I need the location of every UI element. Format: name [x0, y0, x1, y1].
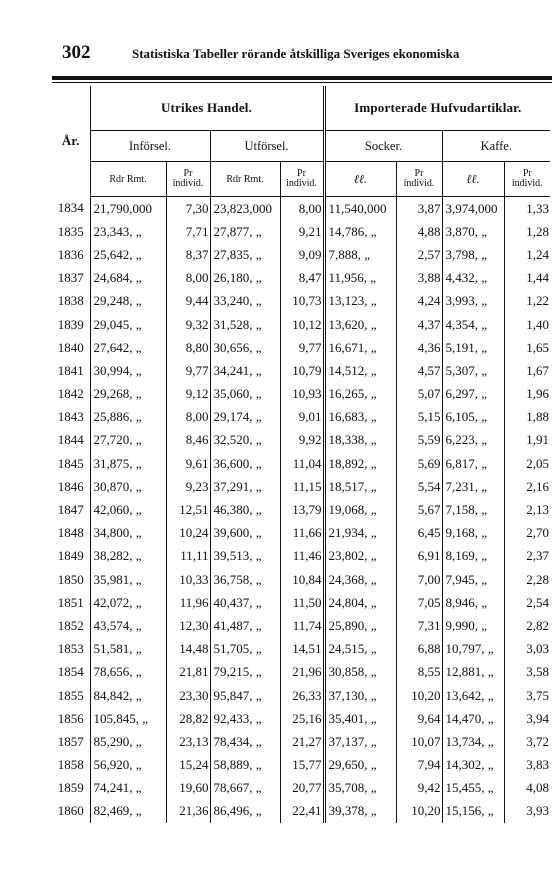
kaffe-per-individ: 1,65: [526, 339, 550, 355]
socker-amount: 16,265, „: [324, 383, 396, 406]
utforsel-amount: 30,656, „: [210, 336, 280, 359]
utforsel-amount: 27,835, „: [210, 243, 280, 266]
kaffe-per-individ: 2,70: [526, 525, 550, 541]
inforsel-per-individ: 7,71: [166, 220, 210, 243]
table-row: [52, 243, 550, 266]
inforsel-amount: 56,920, „: [90, 754, 166, 777]
year-cell: 1848: [52, 522, 90, 545]
kaffe-amount: 5,307, „: [442, 359, 504, 382]
kaffe-per-individ: 1,24: [526, 246, 550, 262]
kaffe-amount: 6,223, „: [442, 429, 504, 452]
socker-amount: 35,708, „: [324, 777, 396, 800]
socker-amount: 35,401, „: [324, 707, 396, 730]
group-header-utrikes: Utrikes Handel.: [90, 86, 324, 131]
kaffe-amount: 12,881, „: [442, 661, 504, 684]
inforsel-amount: 30,994, „: [90, 359, 166, 382]
kaffe-per-individ: 1,28: [526, 223, 550, 239]
kaffe-per-individ: 3,58: [526, 664, 550, 680]
kaffe-amount: 3,993, „: [442, 290, 504, 313]
table-row: [52, 429, 550, 452]
year-cell: 1837: [52, 267, 90, 290]
utforsel-per-individ: 21,96: [280, 661, 324, 684]
utforsel-per-individ: 25,16: [280, 707, 324, 730]
utforsel-per-individ: 9,21: [280, 220, 324, 243]
kaffe-per-individ: 1,33: [526, 200, 550, 216]
kaffe-per-individ: 3,72: [526, 733, 550, 749]
unit-rdr-rmt-inforsel: Rdr Rmt.: [90, 162, 166, 197]
socker-per-individ: 9,64: [396, 707, 442, 730]
inforsel-per-individ: 10,33: [166, 568, 210, 591]
kaffe-amount: 13,734, „: [442, 730, 504, 753]
kaffe-amount: 10,797, „: [442, 638, 504, 661]
year-cell: 1857: [52, 730, 90, 753]
year-cell: 1855: [52, 684, 90, 707]
kaffe-per-individ: 1,40: [526, 316, 550, 332]
table-row: [52, 197, 550, 221]
socker-per-individ: 10,07: [396, 730, 442, 753]
utforsel-amount: 95,847, „: [210, 684, 280, 707]
utforsel-per-individ: 10,79: [280, 359, 324, 382]
socker-amount: 24,515, „: [324, 638, 396, 661]
inforsel-per-individ: 8,37: [166, 243, 210, 266]
year-header: År.: [52, 86, 90, 197]
year-cell: 1850: [52, 568, 90, 591]
page-number: 302: [62, 42, 91, 63]
inforsel-amount: 25,886, „: [90, 406, 166, 429]
header-rule: [52, 76, 552, 80]
year-cell: 1839: [52, 313, 90, 336]
utforsel-amount: 33,240, „: [210, 290, 280, 313]
unit-pr-individ-inforsel: Pr individ.: [166, 162, 210, 197]
sub-header-row: [52, 131, 550, 162]
socker-per-individ: 10,20: [396, 684, 442, 707]
kaffe-per-individ: 1,44: [526, 270, 550, 286]
year-cell: 1860: [52, 800, 90, 823]
kaffe-per-individ: 2,82: [526, 617, 550, 633]
kaffe-per-individ: 3,03: [526, 641, 550, 657]
socker-per-individ: 5,69: [396, 452, 442, 475]
table-row: [52, 475, 550, 498]
inforsel-amount: 35,981, „: [90, 568, 166, 591]
kaffe-per-individ: 1,96: [526, 386, 550, 402]
socker-per-individ: 4,24: [396, 290, 442, 313]
kaffe-per-individ: 4,08: [526, 780, 550, 796]
kaffe-per-individ: 2,16: [526, 478, 550, 494]
utforsel-per-individ: 8,47: [280, 267, 324, 290]
socker-per-individ: 3,87: [396, 197, 442, 221]
kaffe-per-individ: 2,54: [526, 594, 550, 610]
socker-per-individ: 2,57: [396, 243, 442, 266]
utforsel-amount: 51,705, „: [210, 638, 280, 661]
year-cell: 1835: [52, 220, 90, 243]
inforsel-per-individ: 8,46: [166, 429, 210, 452]
unit-pr-individ-kaffe: Pr individ.: [504, 162, 550, 197]
inforsel-per-individ: 10,24: [166, 522, 210, 545]
kaffe-amount: 6,105, „: [442, 406, 504, 429]
year-cell: 1849: [52, 545, 90, 568]
kaffe-amount: 7,231, „: [442, 475, 504, 498]
utforsel-amount: 34,241, „: [210, 359, 280, 382]
socker-per-individ: 8,55: [396, 661, 442, 684]
socker-per-individ: 7,00: [396, 568, 442, 591]
utforsel-per-individ: 9,77: [280, 336, 324, 359]
inforsel-amount: 51,581, „: [90, 638, 166, 661]
inforsel-amount: 21,790,000: [90, 197, 166, 221]
year-cell: 1845: [52, 452, 90, 475]
inforsel-amount: 38,282, „: [90, 545, 166, 568]
inforsel-per-individ: 14,48: [166, 638, 210, 661]
utforsel-amount: 58,889, „: [210, 754, 280, 777]
utforsel-per-individ: 20,77: [280, 777, 324, 800]
kaffe-per-individ: 2,13: [526, 502, 550, 518]
socker-amount: 11,540,000: [324, 197, 396, 221]
socker-amount: 7,888, „: [324, 243, 396, 266]
kaffe-amount: 15,156, „: [442, 800, 504, 823]
inforsel-per-individ: 12,51: [166, 498, 210, 521]
inforsel-per-individ: 8,00: [166, 267, 210, 290]
inforsel-per-individ: 9,61: [166, 452, 210, 475]
unit-header-row: [52, 162, 550, 197]
kaffe-amount: 5,191, „: [442, 336, 504, 359]
kaffe-per-individ: 2,05: [526, 455, 550, 471]
table-row: [52, 591, 550, 614]
inforsel-per-individ: 11,96: [166, 591, 210, 614]
inforsel-amount: 74,241, „: [90, 777, 166, 800]
kaffe-amount: 9,990, „: [442, 614, 504, 637]
table-row: [52, 730, 550, 753]
kaffe-amount: 3,870, „: [442, 220, 504, 243]
utforsel-per-individ: 11,74: [280, 614, 324, 637]
table-row: [52, 754, 550, 777]
inforsel-amount: 42,072, „: [90, 591, 166, 614]
inforsel-per-individ: 28,82: [166, 707, 210, 730]
inforsel-per-individ: 8,00: [166, 406, 210, 429]
inforsel-amount: 27,720, „: [90, 429, 166, 452]
kaffe-per-individ: 1,88: [526, 409, 550, 425]
utforsel-amount: 35,060, „: [210, 383, 280, 406]
utforsel-amount: 92,433, „: [210, 707, 280, 730]
socker-amount: 18,517, „: [324, 475, 396, 498]
kaffe-per-individ: 2,37: [526, 548, 550, 564]
socker-per-individ: 7,05: [396, 591, 442, 614]
inforsel-amount: 29,248, „: [90, 290, 166, 313]
inforsel-amount: 82,469, „: [90, 800, 166, 823]
utforsel-per-individ: 11,50: [280, 591, 324, 614]
year-cell: 1846: [52, 475, 90, 498]
utforsel-amount: 39,600, „: [210, 522, 280, 545]
inforsel-per-individ: 15,24: [166, 754, 210, 777]
inforsel-amount: 31,875, „: [90, 452, 166, 475]
table-row: [52, 406, 550, 429]
kaffe-per-individ: 3,83: [526, 757, 550, 773]
kaffe-amount: 15,455, „: [442, 777, 504, 800]
socker-per-individ: 3,88: [396, 267, 442, 290]
table-row: [52, 568, 550, 591]
utforsel-amount: 41,487, „: [210, 614, 280, 637]
inforsel-amount: 23,343, „: [90, 220, 166, 243]
utforsel-amount: 37,291, „: [210, 475, 280, 498]
kaffe-amount: 9,168, „: [442, 522, 504, 545]
inforsel-per-individ: 9,12: [166, 383, 210, 406]
inforsel-amount: 84,842, „: [90, 684, 166, 707]
year-cell: 1853: [52, 638, 90, 661]
utforsel-per-individ: 8,00: [280, 197, 324, 221]
utforsel-per-individ: 13,79: [280, 498, 324, 521]
utforsel-per-individ: 11,15: [280, 475, 324, 498]
utforsel-per-individ: 11,04: [280, 452, 324, 475]
socker-per-individ: 5,15: [396, 406, 442, 429]
kaffe-per-individ: 3,94: [526, 710, 550, 726]
table-row: [52, 684, 550, 707]
inforsel-per-individ: 7,30: [166, 197, 210, 221]
utforsel-amount: 23,823,000: [210, 197, 280, 221]
running-title: Statistiska Tabeller rörande åtskilliga Sveriges ekonomiska: [132, 46, 460, 61]
utforsel-amount: 79,215, „: [210, 661, 280, 684]
year-cell: 1834: [52, 197, 90, 221]
socker-amount: 19,068, „: [324, 498, 396, 521]
inforsel-per-individ: 21,81: [166, 661, 210, 684]
table-row: [52, 267, 550, 290]
utforsel-per-individ: 9,09: [280, 243, 324, 266]
year-cell: 1840: [52, 336, 90, 359]
kaffe-amount: 8,946, „: [442, 591, 504, 614]
inforsel-amount: 29,045, „: [90, 313, 166, 336]
socker-per-individ: 6,91: [396, 545, 442, 568]
subheader-socker: Socker.: [324, 131, 442, 162]
inforsel-amount: 85,290, „: [90, 730, 166, 753]
inforsel-per-individ: 9,32: [166, 313, 210, 336]
socker-amount: 11,956, „: [324, 267, 396, 290]
table-row: [52, 661, 550, 684]
socker-per-individ: 4,37: [396, 313, 442, 336]
inforsel-amount: 24,684, „: [90, 267, 166, 290]
utforsel-per-individ: 22,41: [280, 800, 324, 823]
utforsel-per-individ: 15,77: [280, 754, 324, 777]
inforsel-amount: 78,656, „: [90, 661, 166, 684]
utforsel-amount: 36,758, „: [210, 568, 280, 591]
subheader-utforsel: Utförsel.: [210, 131, 324, 162]
socker-amount: 24,804, „: [324, 591, 396, 614]
table-row: [52, 800, 550, 823]
group-header-row: [52, 86, 550, 131]
kaffe-per-individ: 2,28: [526, 571, 550, 587]
socker-per-individ: 4,88: [396, 220, 442, 243]
utforsel-amount: 46,380, „: [210, 498, 280, 521]
table-row: [52, 290, 550, 313]
inforsel-per-individ: 21,36: [166, 800, 210, 823]
table-row: [52, 498, 550, 521]
inforsel-per-individ: 9,77: [166, 359, 210, 382]
year-cell: 1851: [52, 591, 90, 614]
utforsel-per-individ: 14,51: [280, 638, 324, 661]
utforsel-amount: 78,667, „: [210, 777, 280, 800]
kaffe-amount: 7,945, „: [442, 568, 504, 591]
kaffe-amount: 8,169, „: [442, 545, 504, 568]
socker-amount: 23,802, „: [324, 545, 396, 568]
utforsel-per-individ: 10,12: [280, 313, 324, 336]
table-row: [52, 638, 550, 661]
inforsel-amount: 105,845, „: [90, 707, 166, 730]
utforsel-per-individ: 10,84: [280, 568, 324, 591]
subheader-kaffe: Kaffe.: [442, 131, 550, 162]
table-row: [52, 452, 550, 475]
table-row: [52, 777, 550, 800]
socker-amount: 16,683, „: [324, 406, 396, 429]
inforsel-amount: 25,642, „: [90, 243, 166, 266]
socker-amount: 25,890, „: [324, 614, 396, 637]
utforsel-amount: 86,496, „: [210, 800, 280, 823]
utforsel-amount: 29,174, „: [210, 406, 280, 429]
kaffe-amount: 6,817, „: [442, 452, 504, 475]
year-cell: 1841: [52, 359, 90, 382]
utforsel-per-individ: 21,27: [280, 730, 324, 753]
kaffe-amount: 4,354, „: [442, 313, 504, 336]
utforsel-amount: 40,437, „: [210, 591, 280, 614]
socker-amount: 21,934, „: [324, 522, 396, 545]
year-cell: 1854: [52, 661, 90, 684]
inforsel-amount: 42,060, „: [90, 498, 166, 521]
utforsel-per-individ: 9,01: [280, 406, 324, 429]
kaffe-amount: 14,302, „: [442, 754, 504, 777]
inforsel-amount: 34,800, „: [90, 522, 166, 545]
year-cell: 1852: [52, 614, 90, 637]
utforsel-amount: 78,434, „: [210, 730, 280, 753]
utforsel-per-individ: 26,33: [280, 684, 324, 707]
socker-amount: 24,368, „: [324, 568, 396, 591]
socker-amount: 29,650, „: [324, 754, 396, 777]
year-cell: 1858: [52, 754, 90, 777]
utforsel-amount: 26,180, „: [210, 267, 280, 290]
kaffe-per-individ: 1,22: [526, 293, 550, 309]
socker-amount: 16,671, „: [324, 336, 396, 359]
kaffe-amount: 3,798, „: [442, 243, 504, 266]
utforsel-per-individ: 10,93: [280, 383, 324, 406]
socker-per-individ: 7,31: [396, 614, 442, 637]
unit-weight-socker: ℓℓ.: [324, 162, 396, 197]
year-cell: 1842: [52, 383, 90, 406]
socker-amount: 18,892, „: [324, 452, 396, 475]
socker-amount: 37,130, „: [324, 684, 396, 707]
table-row: [52, 359, 550, 382]
socker-per-individ: 6,88: [396, 638, 442, 661]
socker-amount: 13,620, „: [324, 313, 396, 336]
year-cell: 1844: [52, 429, 90, 452]
utforsel-amount: 32,520, „: [210, 429, 280, 452]
socker-amount: 18,338, „: [324, 429, 396, 452]
socker-per-individ: 10,20: [396, 800, 442, 823]
kaffe-amount: 4,432, „: [442, 267, 504, 290]
kaffe-amount: 7,158, „: [442, 498, 504, 521]
table-row: [52, 313, 550, 336]
kaffe-amount: 3,974,000: [442, 197, 504, 221]
socker-amount: 14,786, „: [324, 220, 396, 243]
inforsel-per-individ: 12,30: [166, 614, 210, 637]
year-cell: 1836: [52, 243, 90, 266]
unit-pr-individ-utforsel: Pr individ.: [280, 162, 324, 197]
table-row: [52, 522, 550, 545]
inforsel-per-individ: 9,23: [166, 475, 210, 498]
socker-per-individ: 5,54: [396, 475, 442, 498]
inforsel-amount: 27,642, „: [90, 336, 166, 359]
socker-per-individ: 4,57: [396, 359, 442, 382]
socker-amount: 30,858, „: [324, 661, 396, 684]
unit-pr-individ-socker: Pr individ.: [396, 162, 442, 197]
inforsel-per-individ: 23,13: [166, 730, 210, 753]
year-cell: 1843: [52, 406, 90, 429]
statistics-table: [52, 86, 550, 823]
table-row: [52, 545, 550, 568]
table-row: [52, 707, 550, 730]
kaffe-per-individ: 1,91: [526, 432, 550, 448]
table-row: [52, 383, 550, 406]
page-header: [0, 38, 560, 68]
utforsel-per-individ: 11,46: [280, 545, 324, 568]
inforsel-per-individ: 8,80: [166, 336, 210, 359]
subheader-inforsel: Införsel.: [90, 131, 210, 162]
inforsel-per-individ: 19,60: [166, 777, 210, 800]
inforsel-per-individ: 11,11: [166, 545, 210, 568]
kaffe-per-individ: 1,67: [526, 362, 550, 378]
kaffe-amount: 13,642, „: [442, 684, 504, 707]
socker-per-individ: 5,67: [396, 498, 442, 521]
utforsel-per-individ: 10,73: [280, 290, 324, 313]
unit-weight-kaffe: ℓℓ.: [442, 162, 504, 197]
inforsel-amount: 29,268, „: [90, 383, 166, 406]
unit-rdr-rmt-utforsel: Rdr Rmt.: [210, 162, 280, 197]
socker-per-individ: 5,07: [396, 383, 442, 406]
socker-amount: 14,512, „: [324, 359, 396, 382]
inforsel-amount: 30,870, „: [90, 475, 166, 498]
year-cell: 1859: [52, 777, 90, 800]
kaffe-per-individ: 3,93: [526, 803, 550, 819]
inforsel-per-individ: 9,44: [166, 290, 210, 313]
socker-per-individ: 6,45: [396, 522, 442, 545]
year-cell: 1847: [52, 498, 90, 521]
table-body: [52, 197, 550, 824]
utforsel-per-individ: 9,92: [280, 429, 324, 452]
year-cell: 1856: [52, 707, 90, 730]
year-cell: 1838: [52, 290, 90, 313]
socker-per-individ: 9,42: [396, 777, 442, 800]
socker-amount: 37,137, „: [324, 730, 396, 753]
kaffe-per-individ: 3,75: [526, 687, 550, 703]
socker-amount: 39,378, „: [324, 800, 396, 823]
socker-per-individ: 7,94: [396, 754, 442, 777]
table-row: [52, 614, 550, 637]
group-header-importerade: Importerade Hufvudartiklar.: [324, 86, 550, 131]
kaffe-amount: 14,470, „: [442, 707, 504, 730]
utforsel-amount: 39,513, „: [210, 545, 280, 568]
utforsel-amount: 36,600, „: [210, 452, 280, 475]
inforsel-per-individ: 23,30: [166, 684, 210, 707]
utforsel-amount: 31,528, „: [210, 313, 280, 336]
socker-per-individ: 4,36: [396, 336, 442, 359]
socker-per-individ: 5,59: [396, 429, 442, 452]
inforsel-amount: 43,574, „: [90, 614, 166, 637]
header-rule-thin: [52, 82, 552, 83]
socker-amount: 13,123, „: [324, 290, 396, 313]
table-row: [52, 336, 550, 359]
table-row: [52, 220, 550, 243]
utforsel-amount: 27,877, „: [210, 220, 280, 243]
utforsel-per-individ: 11,66: [280, 522, 324, 545]
kaffe-amount: 6,297, „: [442, 383, 504, 406]
